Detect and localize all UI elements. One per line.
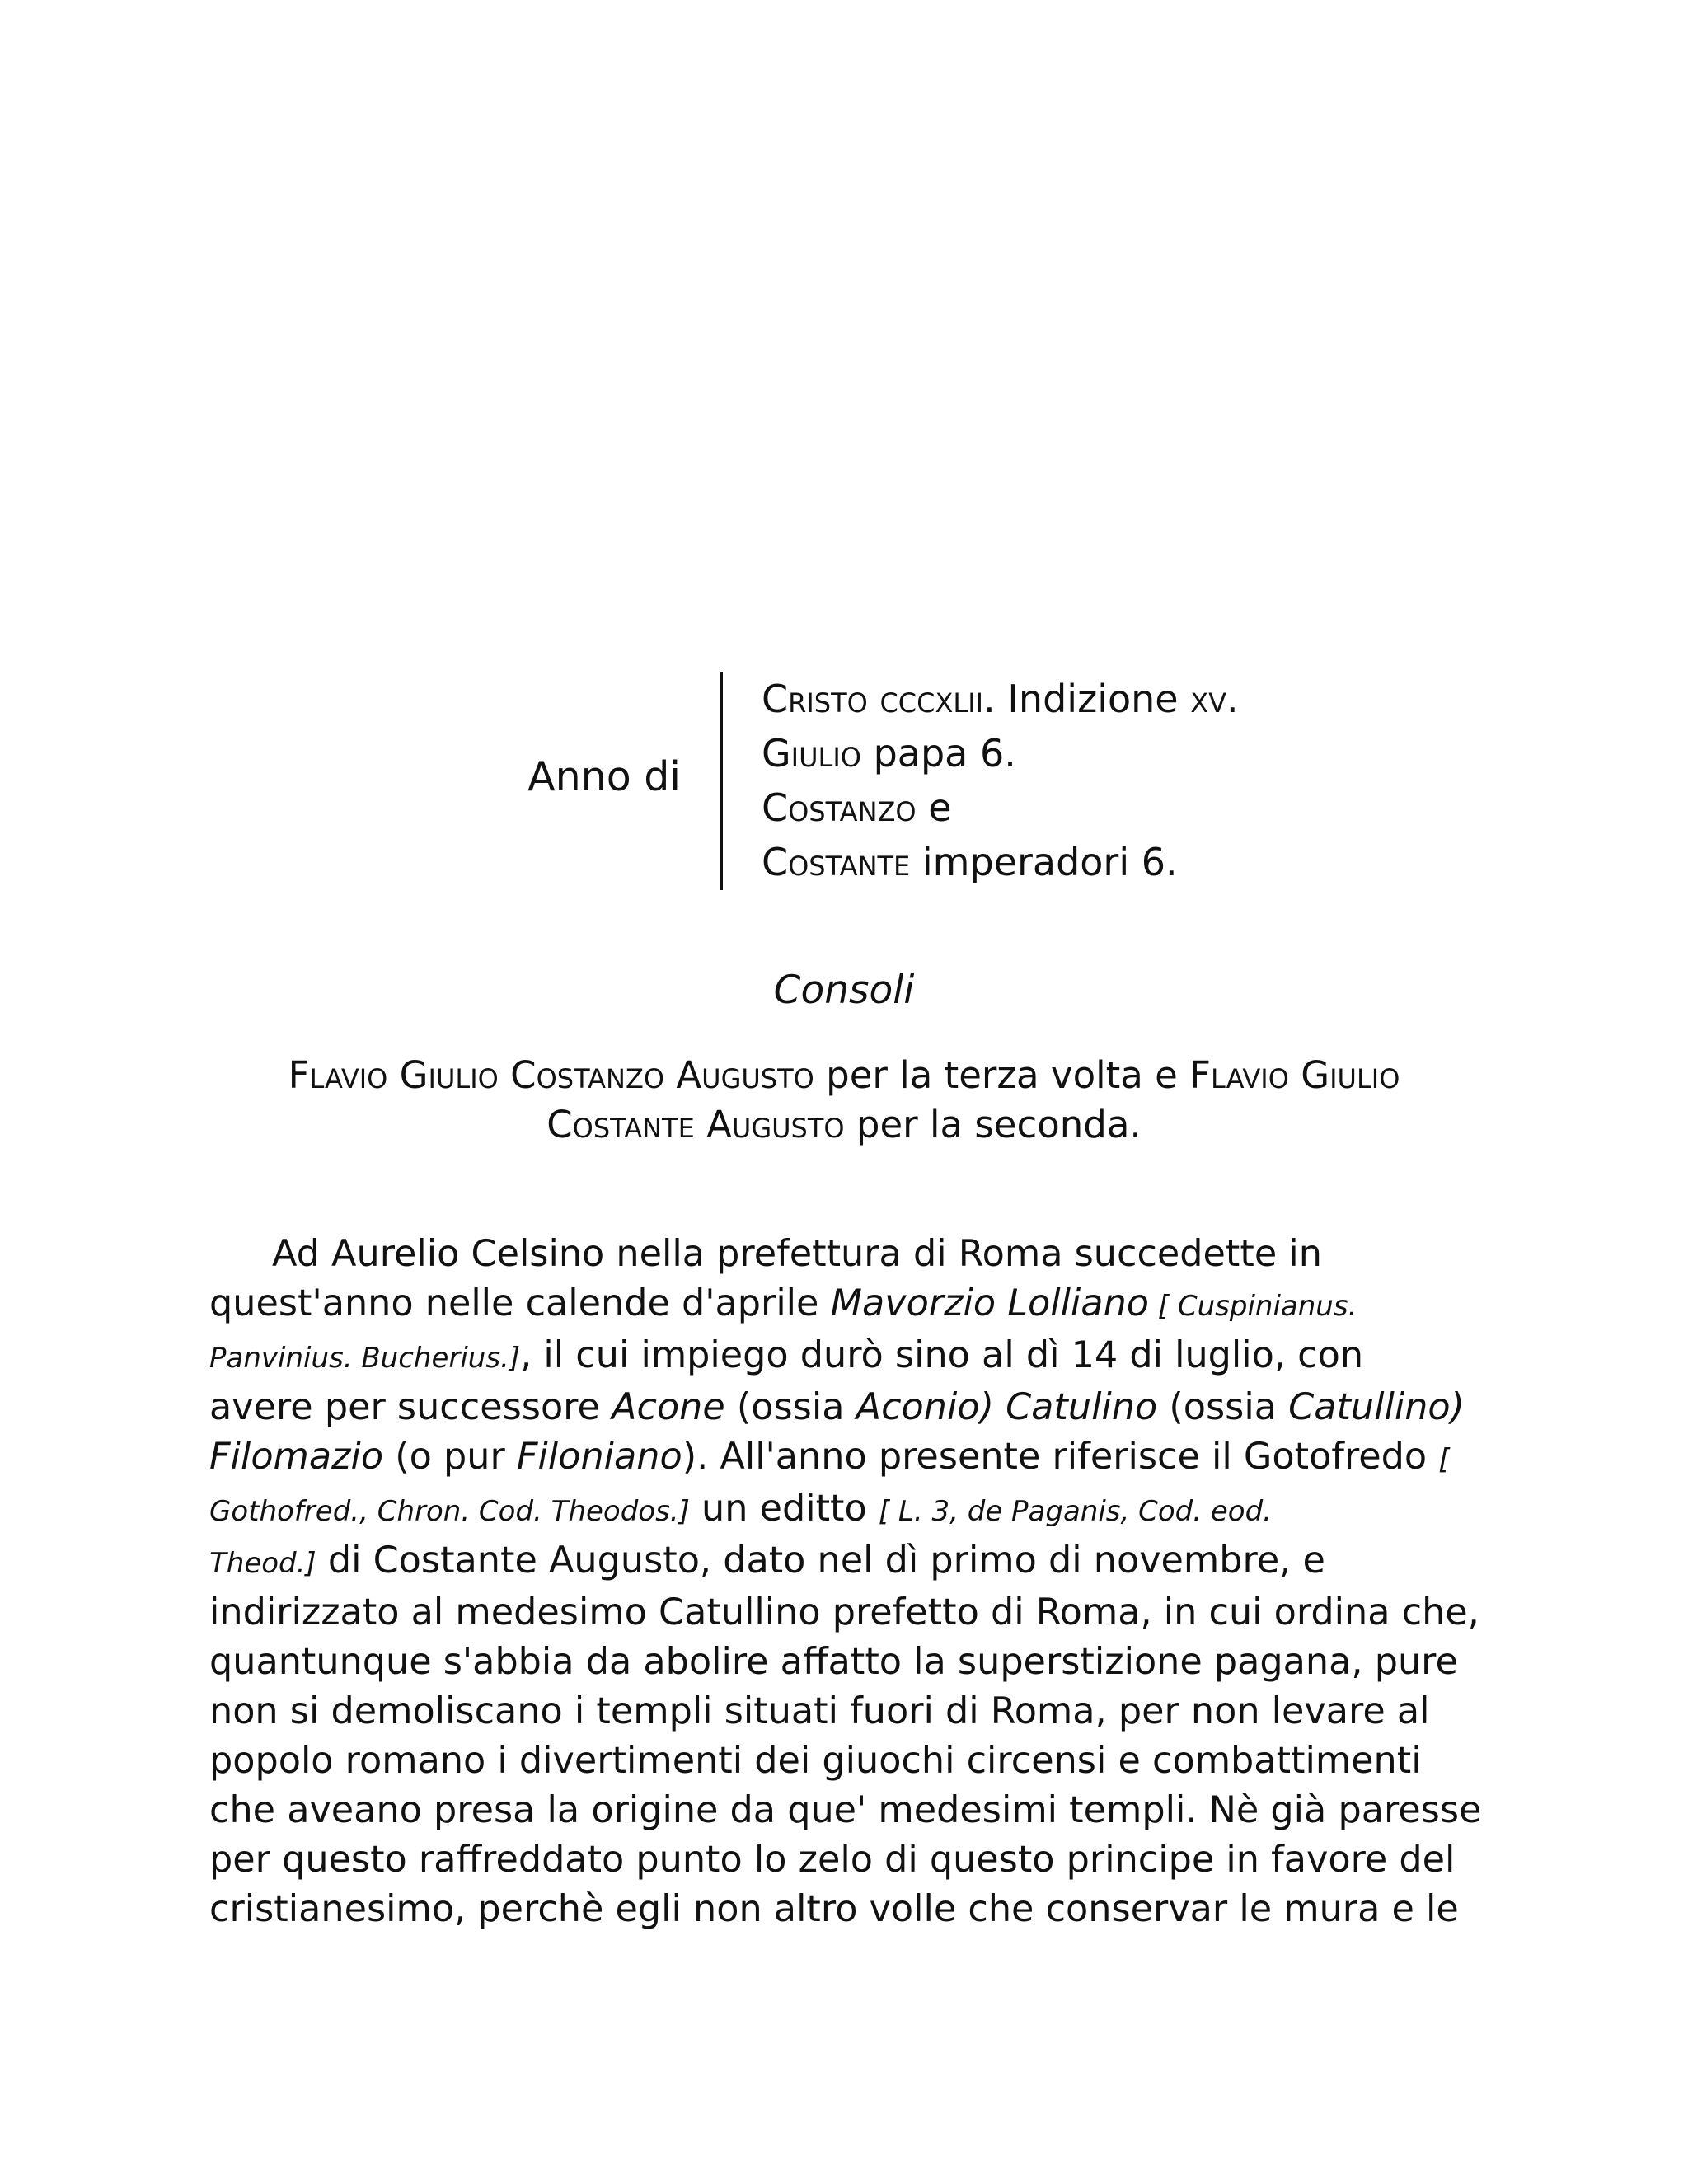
citation-note: Gothofred., Chron. Cod. Theodos.] <box>209 1495 690 1528</box>
giulio-name: Giulio <box>762 731 861 776</box>
heading-line-giulio: Giulio papa 6. <box>762 731 1016 776</box>
text-line: avere per successore Acone (ossia Aconio) Catulino (ossia Catullino) <box>209 1386 1465 1428</box>
text-line: che aveano presa la origine da que' medesimi templi. Nè già paresse <box>209 1789 1482 1831</box>
text-line: quantunque s'abbia da abolire affatto la superstizione pagana, pure <box>209 1641 1458 1683</box>
citation-note: Theod.] <box>209 1547 316 1580</box>
costanzo-name: Costanzo <box>762 785 917 830</box>
anno-di-label: Anno di <box>528 753 681 800</box>
costante-name: Costante <box>762 840 911 884</box>
consoli-names: Flavio Giulio Costanzo Augusto per la terza volta e Flavio Giulio Costante Augusto per la seconda. <box>288 1053 1400 1146</box>
heading-line-cristo: Cristo cccxlii. Indizione xv. <box>762 677 1239 721</box>
citation-note: [ Cuspinianus. <box>1149 1290 1357 1323</box>
citation-note: [ <box>1438 1443 1450 1476</box>
text-line: indirizzato al medesimo Catullino prefetto di Roma, in cui ordina che, <box>209 1591 1479 1633</box>
text-line: Panvinius. Bucherius.], il cui impiego durò sino al dì 14 di luglio, con <box>209 1334 1364 1376</box>
text-line: Gothofred., Chron. Cod. Theodos.] un editto [ L. 3, de Paganis, Cod. eod. <box>209 1488 1272 1530</box>
text-line: per questo raffreddato punto lo zelo di questo principe in favore del <box>209 1839 1456 1881</box>
indizione-number: xv <box>1190 677 1227 721</box>
heading-line-costanzo: Costanzo e <box>762 785 952 830</box>
text-line: cristianesimo, perchè egli non altro volle che conservar le mura e le <box>209 1888 1459 1930</box>
text-line: popolo romano i divertimenti dei giuochi circensi e combattimenti <box>209 1740 1422 1782</box>
text-line: Filomazio (o pur Filoniano). All'anno presente riferisce il Gotofredo [ <box>209 1436 1450 1478</box>
consoli-title: Consoli <box>773 968 915 1013</box>
year-heading <box>0 672 1688 890</box>
indizione-label: . Indizione <box>983 677 1191 721</box>
text-line: quest'anno nelle calende d'aprile Mavorzio Lolliano [ Cuspinianus. <box>209 1282 1357 1324</box>
citation-note: [ L. 3, de Paganis, Cod. eod. <box>878 1495 1272 1528</box>
text-line: non si demoliscano i templi situati fuori di Roma, per non levare al <box>209 1690 1430 1732</box>
cristo-year: Cristo cccxlii <box>762 677 984 721</box>
heading-vertical-rule <box>720 672 723 890</box>
text-line: Theod.] di Costante Augusto, dato nel dì primo di novembre, e <box>209 1540 1325 1582</box>
citation-note: Panvinius. Bucherius.] <box>209 1342 521 1375</box>
heading-lines <box>762 672 1239 889</box>
body-paragraph <box>209 1230 1495 1934</box>
heading-line-costante: Costante imperadori 6. <box>762 840 1178 884</box>
text-line: Ad Aurelio Celsino nella prefettura di Roma succedette in <box>272 1233 1322 1275</box>
